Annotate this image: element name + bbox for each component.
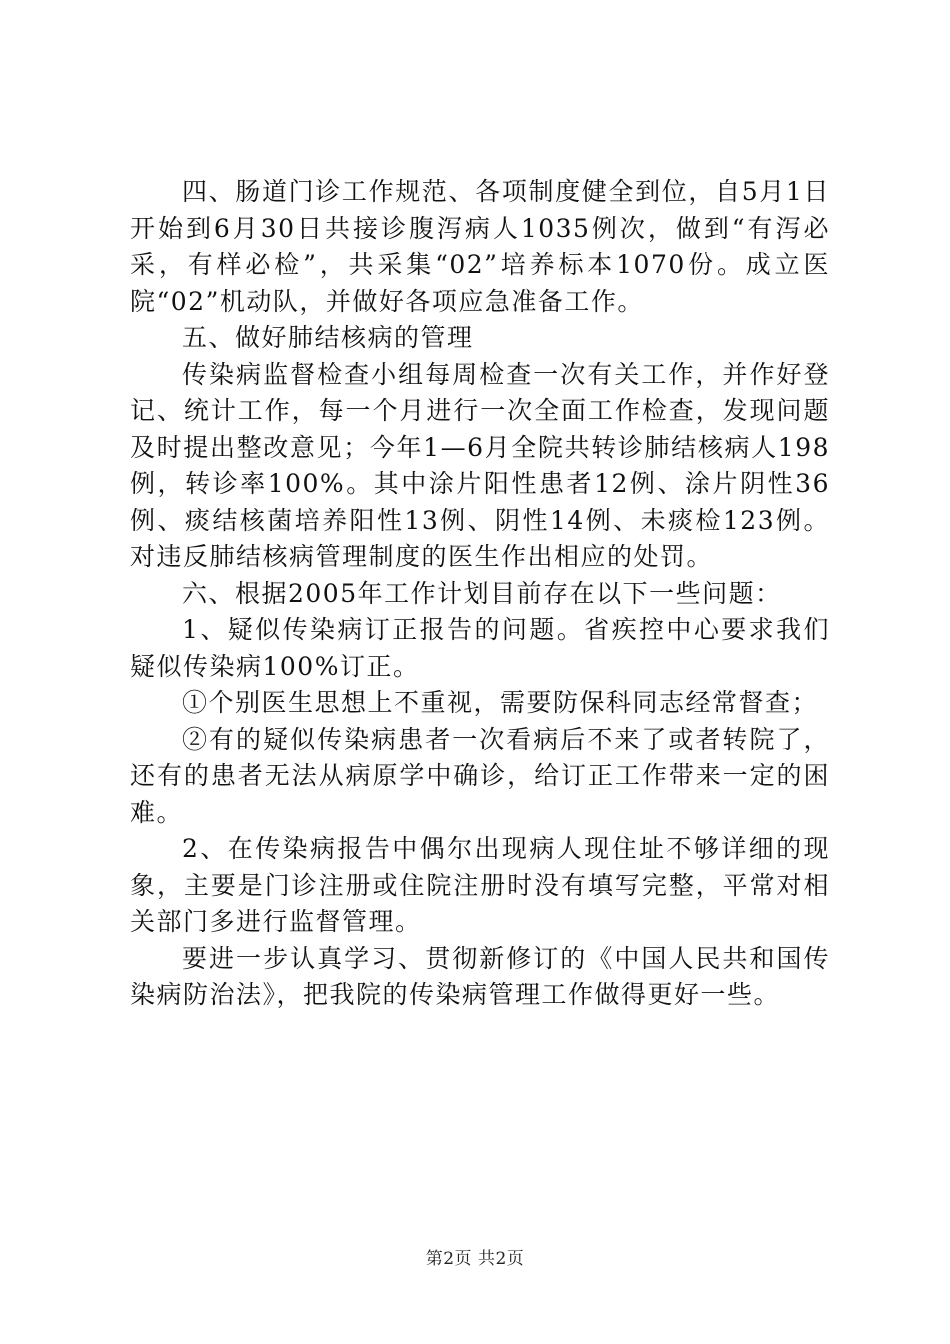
paragraph-conclusion: 要进一步认真学习、贯彻新修订的《中国人民共和国传染病防治法》，把我院的传染病管理工作做得更好一些。 bbox=[130, 943, 830, 1009]
paragraph-problem-1-item-2: ②有的疑似传染病患者一次看病后不来了或者转院了，还有的患者无法从病原学中确诊，给订正工作带来一定的困难。 bbox=[130, 724, 830, 827]
document-body bbox=[130, 174, 830, 1014]
section-heading-tuberculosis: 五、做好肺结核病的管理 bbox=[182, 323, 474, 352]
paragraph-problem-2: 2、在传染病报告中偶尔出现病人现住址不够详细的现象，主要是门诊注册或住院注册时没有填写完整，平常对相关部门多进行监督管理。 bbox=[130, 834, 830, 936]
section-heading-problems: 六、根据2005年工作计划目前存在以下一些问题： bbox=[182, 578, 782, 608]
paragraph-tuberculosis-inspection: 传染病监督检查小组每周检查一次有关工作，并作好登记、统计工作，每一个月进行一次全面工作检查，发现问题及时提出整改意见；今年1—6月全院共转诊肺结核病人198例，转诊率100%。其中涂片阳性患者12例、涂片阴性36例、痰结核菌培养阳性13例、阴性14例、未痰检123例。对违反肺结核病管理制度的医生作出相应的处罚。 bbox=[130, 359, 830, 571]
paragraph-intestinal-clinic: 四、肠道门诊工作规范、各项制度健全到位，自5月1日开始到6月30日共接诊腹泻病人1035例次，做到“有泻必采，有样必检”，共采集“02”培养标本1070份。成立医院“02”机动队，并做好各项应急准备工作。 bbox=[130, 177, 830, 316]
page-number-footer: 第2页 共2页 bbox=[425, 1249, 525, 1269]
paragraph-problem-1: 1、疑似传染病订正报告的问题。省疾控中心要求我们疑似传染病100%订正。 bbox=[130, 615, 830, 681]
paragraph-problem-1-item-1: ①个别医生思想上不重视，需要防保科同志经常督查； bbox=[182, 688, 819, 717]
